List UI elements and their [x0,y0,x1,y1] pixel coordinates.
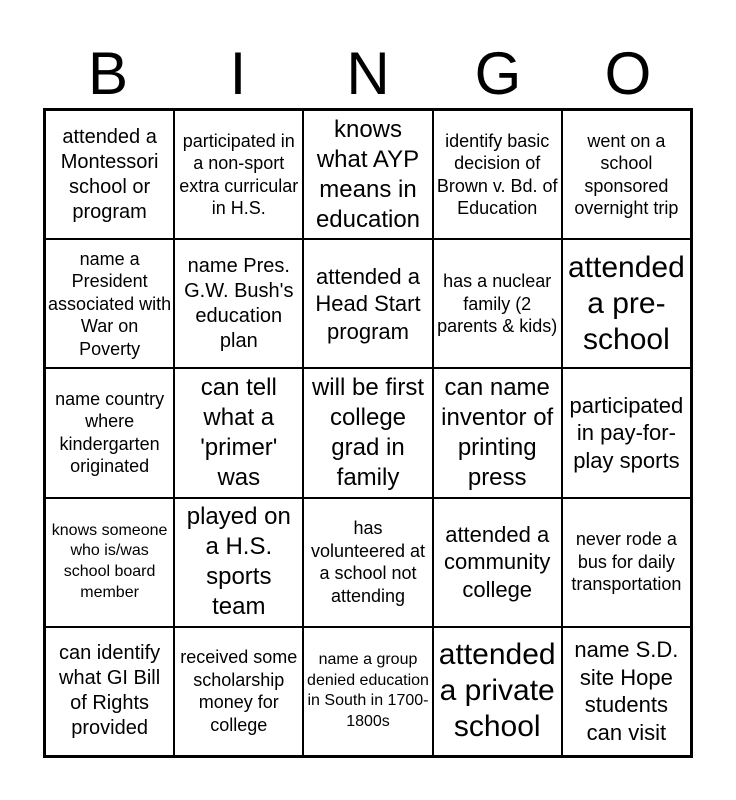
cell-text: received some scholarship money for college [180,647,298,735]
bingo-cell-r4-c4[interactable] [433,498,562,627]
bingo-cell-r2-c3[interactable] [303,239,432,368]
bingo-cell-r1-c1[interactable] [45,110,174,239]
bingo-cell-r5-c1[interactable] [45,627,174,756]
cell-text: will be first college grad in family [311,373,424,491]
title-letter-n: N [346,40,390,107]
cell-text: attended a Montessori school or program [60,125,159,223]
bingo-cell-r3-c3[interactable] [303,368,432,497]
bingo-cell-r1-c3[interactable] [303,110,432,239]
bingo-cell-r3-c4[interactable] [433,368,562,497]
bingo-card-grid [43,108,693,758]
cell-text: has a nuclear family (2 parents & kids) [437,271,558,337]
bingo-cell-r4-c1[interactable] [45,498,174,627]
cell-text: name Pres. G.W. Bush's education plan [184,254,294,352]
title-letter-g: G [474,40,522,107]
cell-text: name a group denied education in South in 1700-1800s [307,650,429,731]
bingo-cell-r1-c4[interactable] [433,110,562,239]
cell-text: never rode a bus for daily transportation [571,529,682,595]
cell-text: identify basic decision of Brown v. Bd. of Education [436,130,558,219]
bingo-cell-r2-c2[interactable] [174,239,303,368]
cell-text: can name inventor of printing press [441,373,554,491]
bingo-cell-r2-c1[interactable] [45,239,174,368]
cell-text: went on a school sponsored overnight trip [574,130,679,219]
cell-text: name S.D. site Hope students can visit [574,637,679,745]
cell-text: participated in pay-for-play sports [569,392,684,473]
bingo-cell-r3-c5[interactable] [562,368,691,497]
bingo-cell-r2-c5[interactable] [562,239,691,368]
bingo-cell-r1-c5[interactable] [562,110,691,239]
cell-text: name a President associated with War on Poverty [48,248,172,359]
bingo-cell-r5-c5[interactable] [562,627,691,756]
bingo-cell-r3-c2[interactable] [174,368,303,497]
cell-text: can identify what GI Bill of Rights provided [59,642,161,740]
cell-text: name country where kindergarten originated [55,388,165,477]
cell-text: has volunteered at a school not attending [310,518,426,606]
cell-text: attended a private school [438,638,556,744]
bingo-cell-r3-c1[interactable] [45,368,174,497]
cell-text: attended a community college [444,521,551,602]
title-letter-b: B [87,40,129,107]
title-letter-o: O [604,40,652,107]
cell-text: knows what AYP means in education [315,115,421,233]
bingo-cell-r1-c2[interactable] [174,110,303,239]
cell-text: participated in a non-sport extra curricular in H.S. [179,130,299,219]
bingo-cell-r5-c3[interactable] [303,627,432,756]
bingo-cell-r2-c4[interactable] [433,239,562,368]
bingo-title [43,40,693,108]
bingo-cell-r4-c3[interactable] [303,498,432,627]
title-letter-i: I [229,40,247,107]
cell-text: knows someone who is/was school board member [51,521,168,601]
bingo-cell-r4-c5[interactable] [562,498,691,627]
cell-text: attended a pre-school [568,250,685,356]
bingo-cell-r4-c2[interactable] [174,498,303,627]
cell-text: played on a H.S. sports team [186,503,291,621]
bingo-cell-r5-c4[interactable] [433,627,562,756]
bingo-cell-r5-c2[interactable] [174,627,303,756]
cell-text: can tell what a 'primer' was [200,373,278,491]
cell-text: attended a Head Start program [315,263,421,344]
